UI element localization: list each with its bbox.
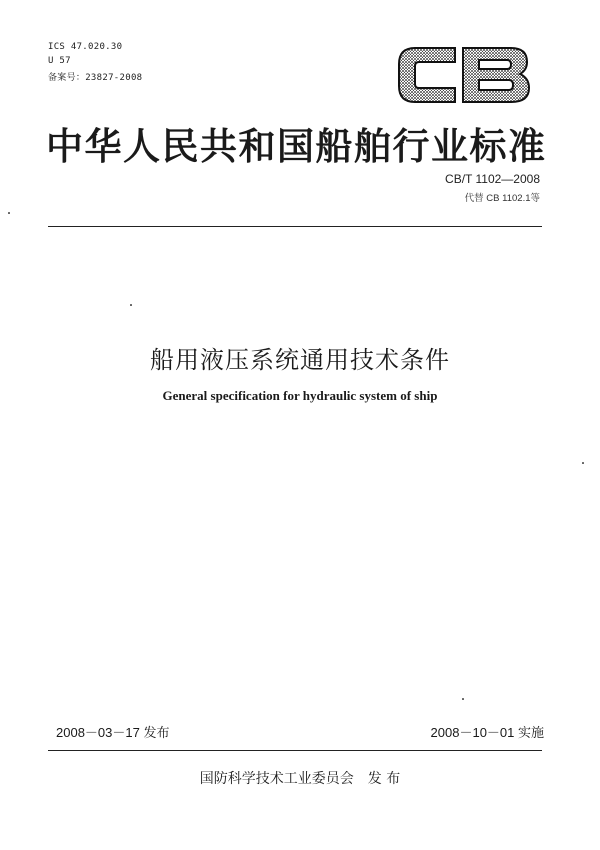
document-title-en: General specification for hydraulic system of ship [162, 388, 438, 403]
ics-code: ICS 47.020.30 [48, 42, 123, 52]
scan-speck [582, 462, 584, 464]
issue-date: 2008－03－17 发布 [56, 725, 170, 740]
standard-number: CB/T 1102—2008 [445, 172, 540, 186]
logo-letter-b [463, 48, 529, 102]
logo-letter-c [399, 48, 455, 102]
replaces-note: 代替 CB 1102.1等 [464, 193, 540, 204]
ccs-code: U 57 [48, 56, 71, 66]
scan-speck [130, 304, 132, 306]
scan-speck [462, 698, 464, 700]
document-title-cn: 船用液压系统通用技术条件 [150, 346, 450, 374]
standard-category-title: 中华人民共和国船舶行业标准 [46, 125, 547, 168]
scan-speck [8, 212, 10, 214]
bottom-divider [48, 750, 542, 751]
implement-date: 2008－10－01 实施 [430, 725, 544, 740]
top-divider [48, 226, 542, 227]
logo-text: CB [393, 40, 395, 41]
filing-number: 备案号：23827-2008 [48, 73, 143, 83]
cb-logo [393, 40, 533, 110]
publisher: 国防科学技术工业委员会 发 布 [199, 771, 401, 787]
